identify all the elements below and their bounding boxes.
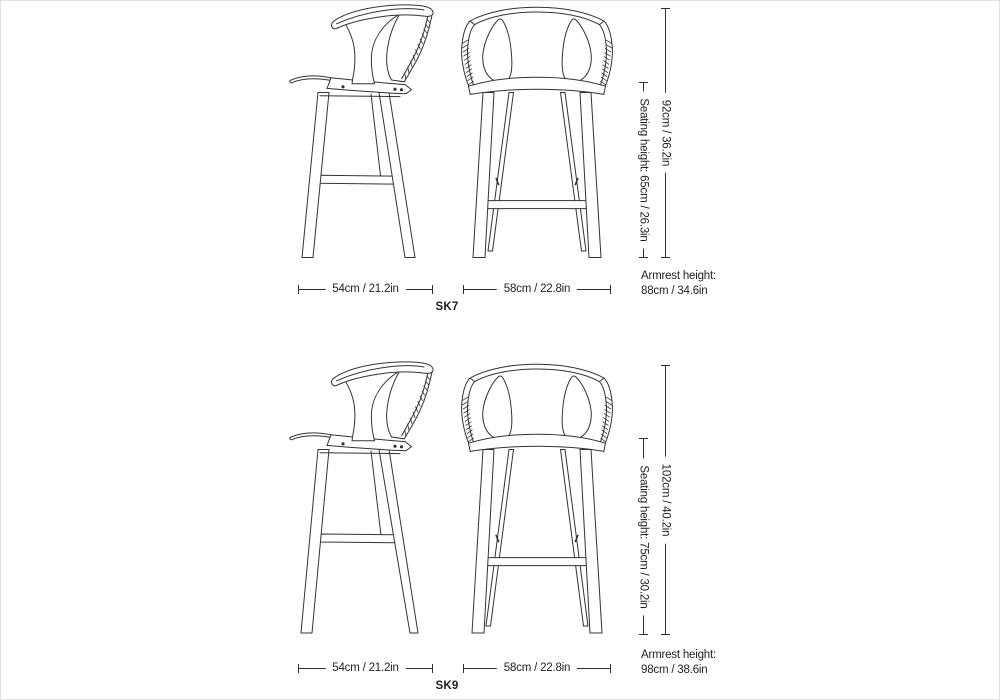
dimension-tick [298,285,299,294]
sk7-seating-height-dimension [636,82,651,258]
sk9-front-view-drawing [456,358,618,636]
sk7-front-view-drawing [456,1,618,261]
dimension-tick [432,285,433,294]
dimension-tick [463,664,464,673]
sk7-total-height-dimension [658,8,673,258]
sk9-armrest-height-note [641,648,716,678]
sk7-armrest-height-caption: Armrest height: [641,270,716,282]
sk7-total-height-label: 92cm / 36.2in [660,93,672,173]
dimension-tick [639,438,648,439]
dimension-tick [661,634,670,635]
sk9-width-dimension [463,661,611,675]
dimension-tick [661,365,670,366]
dimension-tick [432,664,433,673]
sk7-armrest-height-note [641,269,716,299]
dimension-tick [639,257,648,258]
sk9-armrest-height-caption: Armrest height: [641,649,716,661]
dimension-tick [298,664,299,673]
dimension-tick [639,82,648,83]
sk9-model-label: SK9 [435,680,459,692]
dimension-tick [463,285,464,294]
sk7-seating-height-label: Seating height: 65cm / 26.3in [638,91,650,248]
dimension-tick [661,257,670,258]
sk9-total-height-label: 102cm / 40.2in [660,457,672,544]
dimension-tick [661,8,670,9]
sk7-width-dimension [463,282,611,296]
dimension-tick [639,634,648,635]
dimension-tick [610,285,611,294]
sk9-depth-dimension [298,661,433,675]
sk9-total-height-dimension [658,365,673,635]
sk7-width-label: 58cm / 22.8in [497,282,577,296]
sk7-depth-dimension [298,282,433,296]
sk7-model-label: SK7 [435,301,459,313]
dimension-tick [610,664,611,673]
sk9-depth-label: 54cm / 21.2in [325,661,405,675]
sk9-seating-height-label: Seating height: 75cm / 30.2in [638,458,650,615]
sk9-armrest-height-value: 98cm / 38.6in [641,664,708,676]
sk7-depth-label: 54cm / 21.2in [325,282,405,296]
sk9-side-view-drawing [287,358,447,636]
sk7-armrest-height-value: 88cm / 34.6in [641,285,708,297]
sk7-side-view-drawing [287,1,447,261]
sk9-width-label: 58cm / 22.8in [497,661,577,675]
sk9-seating-height-dimension [636,438,651,635]
